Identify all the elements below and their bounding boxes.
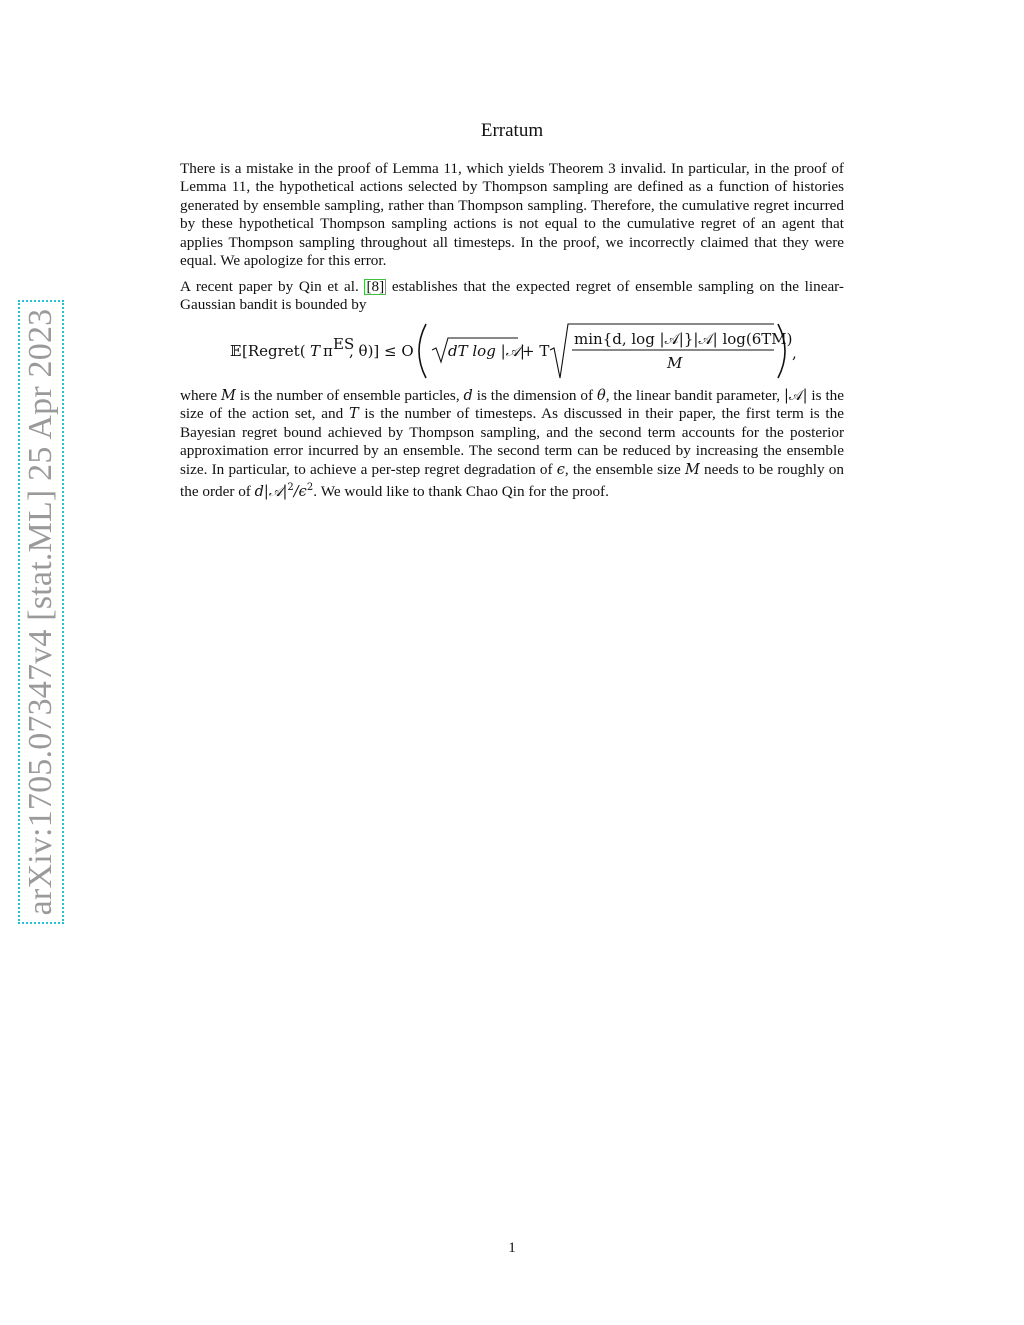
math-theta: θ: [596, 388, 606, 404]
text-segment: is the number of ensemble particles,: [235, 387, 464, 404]
math-M: M: [684, 461, 700, 478]
arxiv-identifier-text: arXiv:1705.07347v4 [stat.ML] 25 Apr 2023: [22, 308, 59, 916]
math-T: T: [348, 406, 359, 423]
eq-denominator: M: [667, 354, 683, 372]
eq-theta-bound: , θ)] ≤ O: [349, 342, 414, 360]
math-order-epsilon: /ϵ: [293, 484, 307, 501]
equation-graphic: [180, 320, 844, 382]
text-segment: . We would like to thank Chao Qin for the proof.: [313, 483, 609, 501]
citation-link[interactable]: [8]: [366, 278, 385, 295]
eq-left-paren: [419, 324, 426, 378]
text-segment: where: [180, 387, 222, 404]
paragraph-text-before-cite: A recent paper by Qin et al.: [180, 278, 365, 295]
eq-pi: π: [323, 342, 333, 360]
text-segment: is the number of timesteps. As discussed in their paper, the first term is the Bayesian regret bound achieved by Thompson sampling, and the second term accounts for the posterior approximation error incurred by an ensemble. The second term can be reduced by increasing the ensemble size. In particular, to achieve a per-step regret degradation of: [180, 405, 844, 478]
eq-plus-T: + T: [522, 342, 550, 360]
regret-bound-equation: [180, 320, 844, 382]
math-M: M: [221, 388, 236, 404]
eq-trailing-comma: ,: [792, 344, 797, 362]
eq-expectation-symbol: 𝔼: [230, 342, 242, 360]
eq-es-superscript: ES: [333, 335, 355, 353]
math-order-exponent: 2: [287, 482, 294, 494]
math-d: d: [463, 388, 473, 404]
paragraph-recent-paper: [180, 278, 844, 315]
eq-numerator: min{d, log |𝒜|}|𝒜| log(6TM): [574, 330, 793, 348]
text-segment: needs to be roughly on the order of: [180, 460, 844, 501]
eq-T: T: [310, 342, 321, 360]
paragraph-explanation: [180, 387, 844, 502]
paragraph-text-after-cite: establishes that the expected regret of ensemble sampling on the linear-Gaussian bandit is bounded by: [180, 278, 844, 314]
math-order-base: d|𝒜|: [254, 484, 288, 501]
arxiv-identifier-stamp[interactable]: [18, 300, 64, 924]
text-segment: , the linear bandit parameter,: [605, 387, 785, 404]
math-action-set-size: |𝒜|: [784, 388, 808, 404]
text-segment: , the ensemble size: [564, 460, 685, 478]
text-segment: is the dimension of: [472, 387, 597, 404]
math-epsilon: ϵ: [556, 461, 565, 478]
section-title: Erratum: [480, 120, 544, 141]
eq-regret-text: [Regret(: [242, 342, 306, 360]
math-order-exponent-2: 2: [306, 482, 314, 494]
paragraph-erratum: There is a mistake in the proof of Lemma 11, which yields Theorem 3 invalid. In particular, in the proof of Lemma 11, the hypothetical actions selected by Thompson sampling are defined as a function of histories generated by ensemble sampling, rather than Thompson sampling. Therefore, the cumulative regret incurred by these hypothetical Thompson sampling actions is not equal to the cumulative regret of an agent that applies Thompson sampling throughout all timesteps. In the proof, we incorrectly claimed that they were equal. We apologize for this error.: [180, 160, 844, 270]
text-segment: is the size of the action set, and: [180, 387, 845, 423]
eq-sqrt1-content: dT log |𝒜|: [448, 342, 525, 360]
page-number: 1: [508, 1240, 516, 1256]
